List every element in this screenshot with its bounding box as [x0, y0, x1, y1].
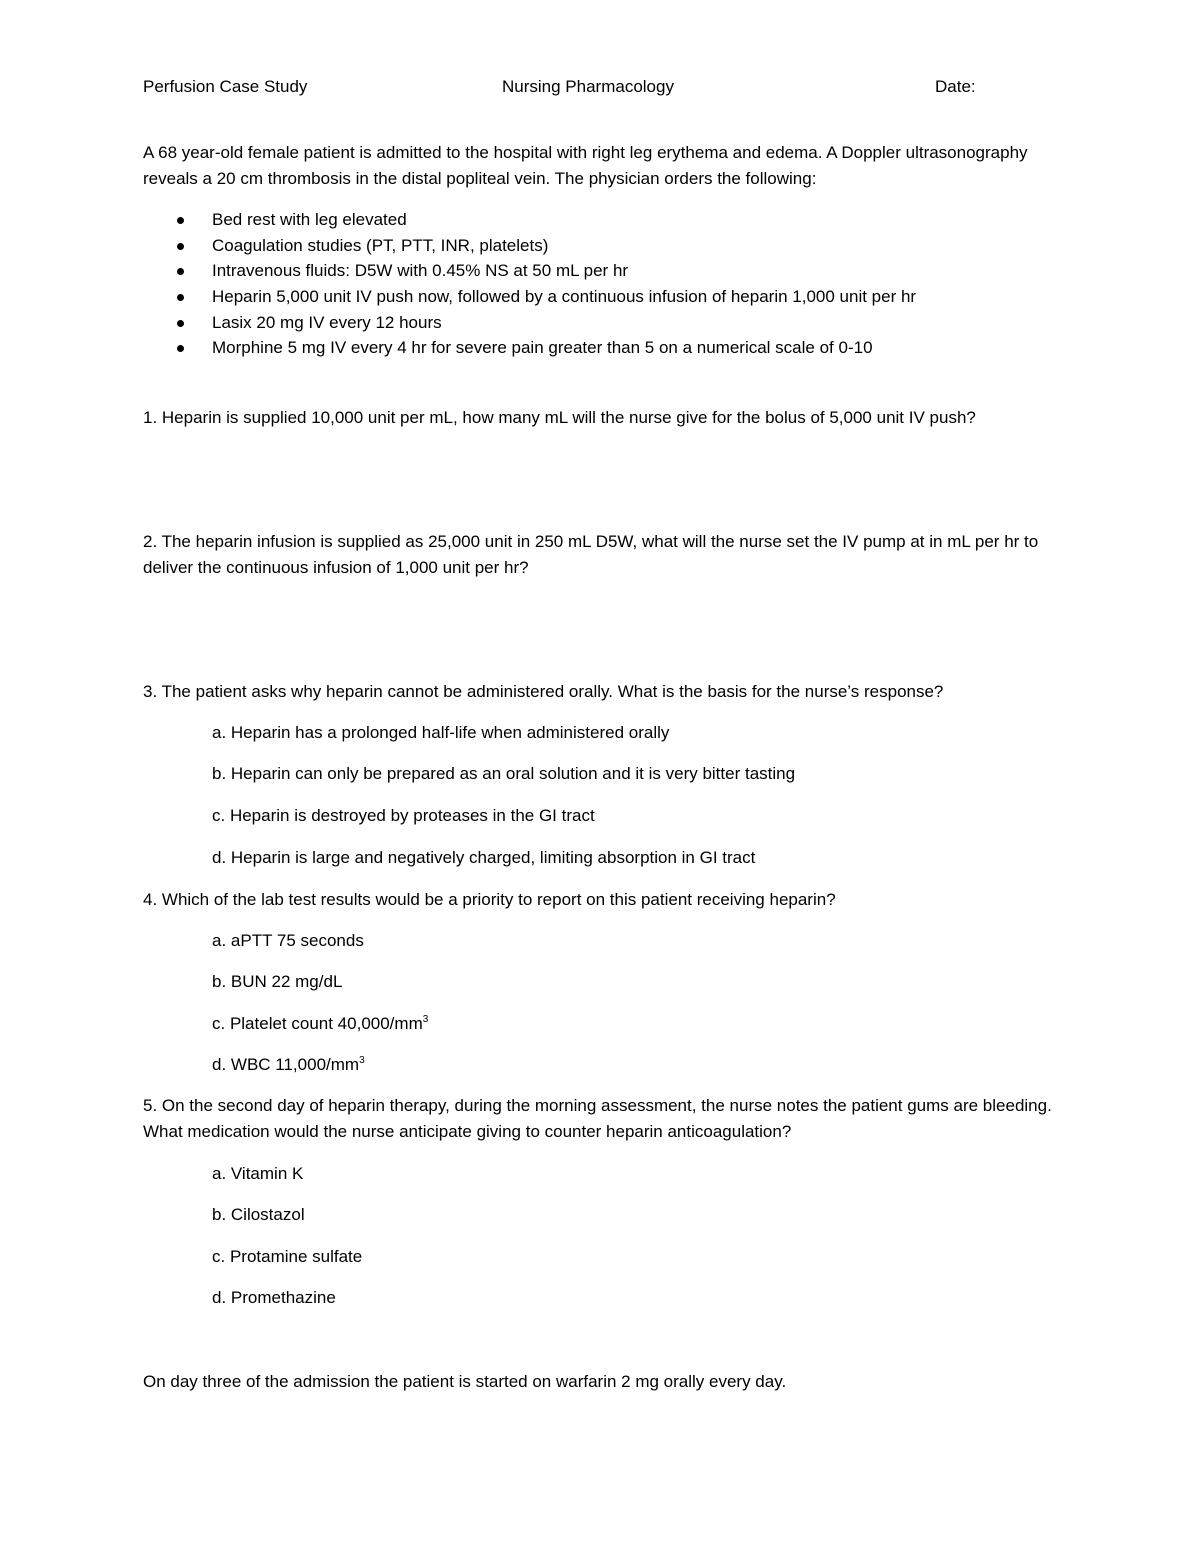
question-1: 1. Heparin is supplied 10,000 unit per mL, how many mL will the nurse give for the bolus of 5,000 unit IV push?	[143, 408, 976, 427]
closing-statement: On day three of the admission the patient is started on warfarin 2 mg orally every day.	[143, 1372, 787, 1391]
order-text: Coagulation studies (PT, PTT, INR, platelets)	[212, 235, 549, 255]
question-4-option-b: b. BUN 22 mg/dL	[212, 972, 343, 991]
question-3-option-a: a. Heparin has a prolonged half-life when administered orally	[212, 723, 670, 742]
question-5-option-d: d. Promethazine	[212, 1288, 336, 1307]
superscript-exponent: 3	[359, 1055, 365, 1066]
order-text: Intravenous fluids: D5W with 0.45% NS at 50 mL per hr	[212, 261, 629, 281]
order-item	[143, 335, 1063, 361]
order-text: Heparin 5,000 unit IV push now, followed by a continuous infusion of heparin 1,000 unit per hr	[212, 287, 917, 307]
page-header	[0, 74, 1200, 100]
case-intro: A 68 year-old female patient is admitted to the hospital with right leg erythema and edema. A Doppler ultrasonography reveals a 20 cm thrombosis in the distal popliteal vein. The physician orders the following:	[143, 143, 1028, 188]
order-item	[143, 310, 1063, 336]
question-5-option-a: a. Vitamin K	[212, 1164, 304, 1183]
bullet-icon	[177, 217, 184, 224]
question-4-option-c	[212, 1011, 428, 1037]
bullet-icon	[177, 320, 184, 327]
option-text: d. WBC 11,000/mm	[212, 1055, 360, 1074]
header-course: Nursing Pharmacology	[502, 77, 674, 96]
order-item	[143, 207, 1063, 233]
bullet-icon	[177, 243, 184, 250]
question-4: 4. Which of the lab test results would be a priority to report on this patient receiving heparin?	[143, 890, 836, 909]
bullet-icon	[177, 268, 184, 275]
order-item	[143, 284, 1063, 310]
question-5: 5. On the second day of heparin therapy, during the morning assessment, the nurse notes the patient gums are bleeding. What medication would the nurse anticipate giving to counter heparin anticoagulation?	[143, 1096, 1052, 1141]
header-date-label: Date:	[935, 77, 976, 96]
question-5-option-c: c. Protamine sulfate	[212, 1247, 363, 1266]
question-3: 3. The patient asks why heparin cannot be administered orally. What is the basis for the nurse’s response?	[143, 682, 944, 701]
order-item	[143, 258, 1063, 284]
question-2: 2. The heparin infusion is supplied as 25,000 unit in 250 mL D5W, what will the nurse set the IV pump at in mL per hr to deliver the continuous infusion of 1,000 unit per hr?	[143, 532, 1039, 577]
question-3-option-c: c. Heparin is destroyed by proteases in the GI tract	[212, 806, 595, 825]
question-5-option-b: b. Cilostazol	[212, 1205, 305, 1224]
order-text: Lasix 20 mg IV every 12 hours	[212, 312, 442, 332]
order-text: Bed rest with leg elevated	[212, 210, 407, 229]
superscript-exponent: 3	[422, 1014, 429, 1025]
question-3-option-d: d. Heparin is large and negatively charged, limiting absorption in GI tract	[212, 848, 756, 867]
bullet-icon	[177, 345, 184, 352]
header-title: Perfusion Case Study	[143, 77, 308, 96]
order-text: Morphine 5 mg IV every 4 hr for severe pain greater than 5 on a numerical scale of 0-10	[212, 338, 873, 358]
question-4-option-d	[212, 1052, 365, 1078]
option-text: c. Platelet count 40,000/mm	[212, 1014, 423, 1033]
bullet-icon	[177, 294, 184, 301]
physician-orders-list	[143, 207, 1063, 361]
question-4-option-a: a. aPTT 75 seconds	[212, 931, 364, 950]
order-item	[143, 233, 1063, 259]
question-3-option-b: b. Heparin can only be prepared as an oral solution and it is very bitter tasting	[212, 764, 796, 783]
